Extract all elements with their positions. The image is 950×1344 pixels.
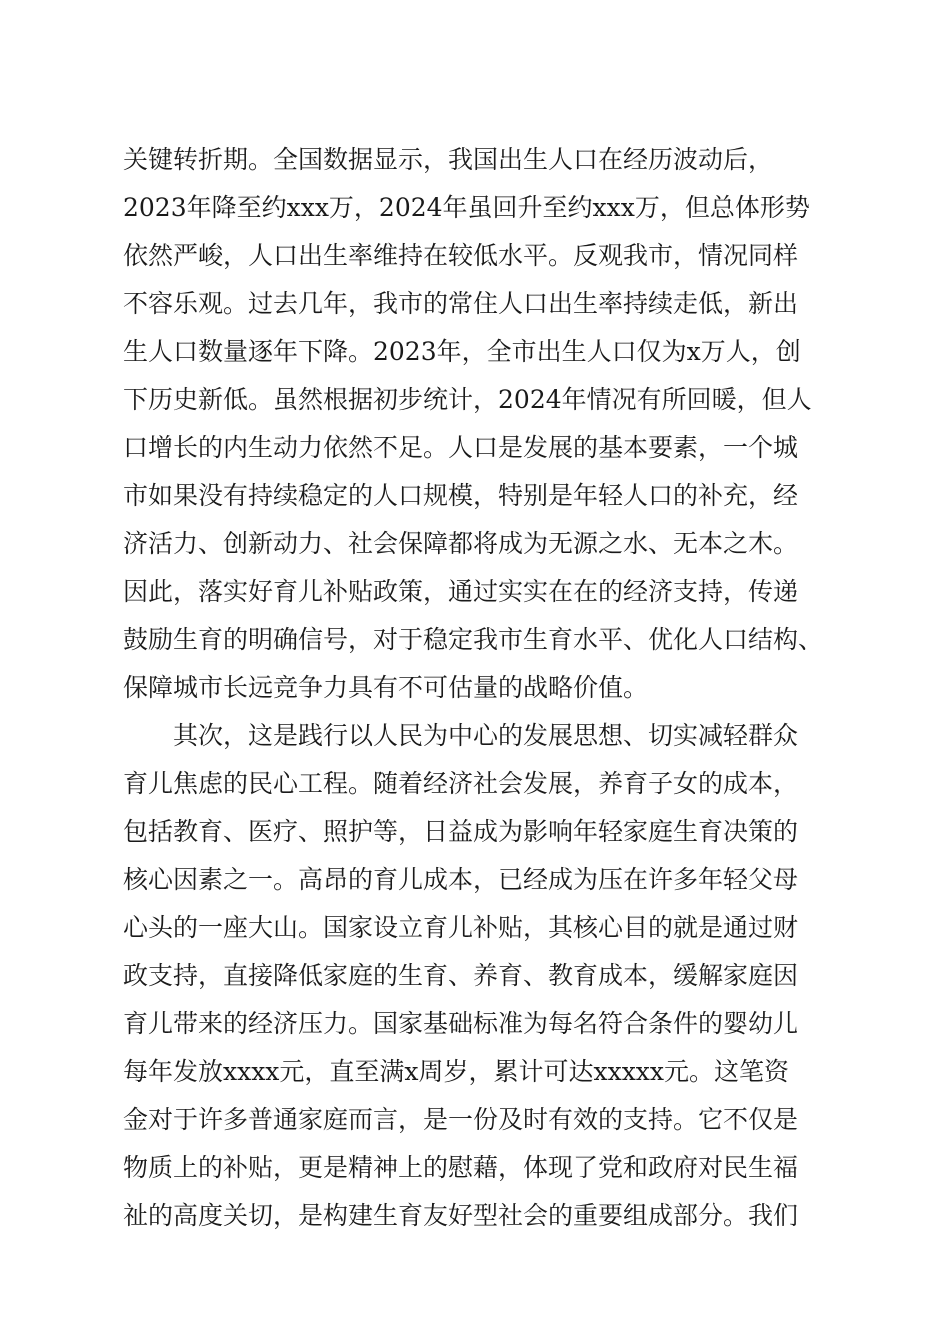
paragraph-1-line-9: 济活力、创新动力、社会保障都将成为无源之水、无本之木。 xyxy=(123,529,799,558)
paragraph-2-line-11: 祉的高度关切，是构建生育友好型社会的重要组成部分。我们 xyxy=(123,1201,799,1230)
paragraph-2-line-1: 其次，这是践行以人民为中心的发展思想、切实减轻群众 xyxy=(173,721,799,750)
paragraph-1-line-3: 依然严峻，人口出生率维持在较低水平。反观我市，情况同样 xyxy=(123,241,799,270)
paragraph-2-line-2: 育儿焦虑的民心工程。随着经济社会发展，养育子女的成本， xyxy=(123,769,799,798)
paragraph-1-line-1: 关键转折期。全国数据显示，我国出生人口在经历波动后， xyxy=(123,145,774,174)
paragraph-2-line-7: 育儿带来的经济压力。国家基础标准为每名符合条件的婴幼儿 xyxy=(123,1009,799,1038)
paragraph-2-line-6: 政支持，直接降低家庭的生育、养育、教育成本，缓解家庭因 xyxy=(123,961,799,990)
paragraph-1-line-10: 因此，落实好育儿补贴政策，通过实实在在的经济支持，传递 xyxy=(123,577,799,606)
paragraph-1-line-12: 保障城市长远竞争力具有不可估量的战略价值。 xyxy=(123,673,649,702)
paragraph-2-line-3: 包括教育、医疗、照护等，日益成为影响年轻家庭生育决策的 xyxy=(123,817,799,846)
paragraph-1-line-6: 下历史新低。虽然根据初步统计，2024年情况有所回暖，但人 xyxy=(123,385,812,414)
paragraph-1-line-11: 鼓励生育的明确信号，对于稳定我市生育水平、优化人口结构、 xyxy=(123,625,824,654)
paragraph-2-line-4: 核心因素之一。高昂的育儿成本，已经成为压在许多年轻父母 xyxy=(123,865,799,894)
paragraph-2-line-8: 每年发放xxxx元，直至满x周岁，累计可达xxxxx元。这笔资 xyxy=(123,1057,789,1086)
paragraph-2-line-10: 物质上的补贴，更是精神上的慰藉，体现了党和政府对民生福 xyxy=(123,1153,799,1182)
paragraph-2-line-9: 金对于许多普通家庭而言，是一份及时有效的支持。它不仅是 xyxy=(123,1105,799,1134)
paragraph-1-line-7: 口增长的内生动力依然不足。人口是发展的基本要素，一个城 xyxy=(123,433,799,462)
paragraph-1-line-4: 不容乐观。过去几年，我市的常住人口出生率持续走低，新出 xyxy=(123,289,799,318)
paragraph-2-line-5: 心头的一座大山。国家设立育儿补贴，其核心目的就是通过财 xyxy=(123,913,799,942)
paragraph-1-line-2: 2023年降至约xxx万，2024年虽回升至约xxx万，但总体形势 xyxy=(123,193,810,222)
paragraph-1-line-5: 生人口数量逐年下降。2023年，全市出生人口仅为x万人，创 xyxy=(123,337,801,366)
paragraph-1-line-8: 市如果没有持续稳定的人口规模，特别是年轻人口的补充，经 xyxy=(123,481,799,510)
